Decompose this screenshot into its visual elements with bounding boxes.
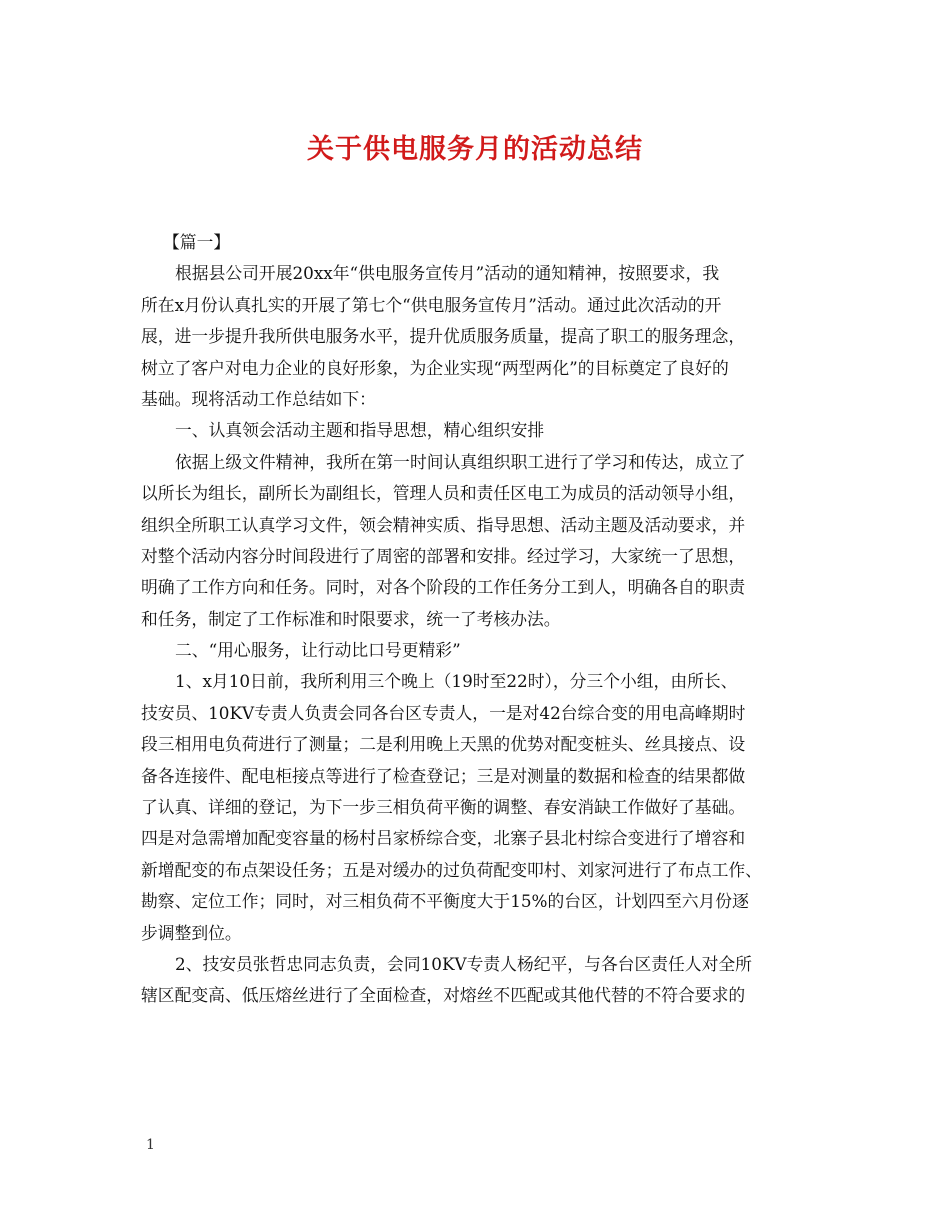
text-line: 备各连接件、配电柜接点等进行了检查登记；三是对测量的数据和检查的结果都做	[141, 765, 746, 786]
text-line: 以所长为组长，副所长为副组长，管理人员和责任区电工为成员的活动领导小组，	[141, 483, 746, 504]
text-line: 一、认真领会活动主题和指导思想，精心组织安排	[175, 420, 545, 441]
text-line: 勘察、定位工作；同时，对三相负荷不平衡度大于15%的台区，计划四至六月份逐	[141, 891, 749, 912]
text-line: 根据县公司开展20xx年“供电服务宣传月”活动的通知精神，按照要求，我	[175, 263, 720, 284]
text-line: 新增配变的布点架设任务；五是对缓办的过负荷配变叩村、刘家河进行了布点工作、	[141, 859, 762, 880]
page-number: 1	[146, 1137, 155, 1153]
text-line: 所在x月份认真扎实的开展了第七个“供电服务宣传月”活动。通过此次活动的开	[141, 294, 722, 315]
text-line: 步调整到位。	[141, 922, 242, 943]
text-line: 1、x月10日前，我所利用三个晚上（19时至22时），分三个小组，由所长、	[175, 671, 738, 692]
text-line: 对整个活动内容分时间段进行了周密的部署和安排。经过学习，大家统一了思想，	[141, 545, 746, 566]
document-title: 关于供电服务月的活动总结	[307, 134, 643, 165]
text-line: 辖区配变高、低压熔丝进行了全面检查，对熔丝不匹配或其他代替的不符合要求的	[141, 985, 746, 1006]
text-line: 树立了客户对电力企业的良好形象，为企业实现“两型两化”的目标奠定了良好的	[141, 357, 729, 378]
text-line: 四是对急需增加配变容量的杨村吕家桥综合变，北寨子县北村综合变进行了增容和	[141, 828, 746, 849]
text-line: 技安员、10KV专责人负责会同各台区专责人，一是对42台综合变的用电高峰期时	[141, 702, 746, 723]
text-line: 依据上级文件精神，我所在第一时间认真组织职工进行了学习和传达，成立了	[175, 451, 746, 472]
text-line: 2、技安员张哲忠同志负责，会同10KV专责人杨纪平，与各台区责任人对全所	[175, 953, 752, 974]
text-line: 了认真、详细的登记，为下一步三相负荷平衡的调整、春安消缺工作做好了基础。	[141, 797, 746, 818]
text-line: 展，进一步提升我所供电服务水平，提升优质服务质量，提高了职工的服务理念，	[141, 326, 746, 347]
text-line: 基础。现将活动工作总结如下：	[141, 388, 376, 409]
text-line: 和任务，制定了工作标准和时限要求，统一了考核办法。	[141, 608, 561, 629]
text-line: 【篇一】	[163, 232, 231, 252]
document-body	[141, 227, 813, 1012]
text-line: 组织全所职工认真学习文件，领会精神实质、指导思想、活动主题及活动要求，并	[141, 514, 746, 535]
text-line: 段三相用电负荷进行了测量；二是利用晚上天黑的优势对配变桩头、丝具接点、设	[141, 734, 746, 755]
text-line: 二、“用心服务，让行动比口号更精彩”	[175, 640, 461, 661]
text-line: 明确了工作方向和任务。同时，对各个阶段的工作任务分工到人，明确各自的职责	[141, 577, 746, 598]
